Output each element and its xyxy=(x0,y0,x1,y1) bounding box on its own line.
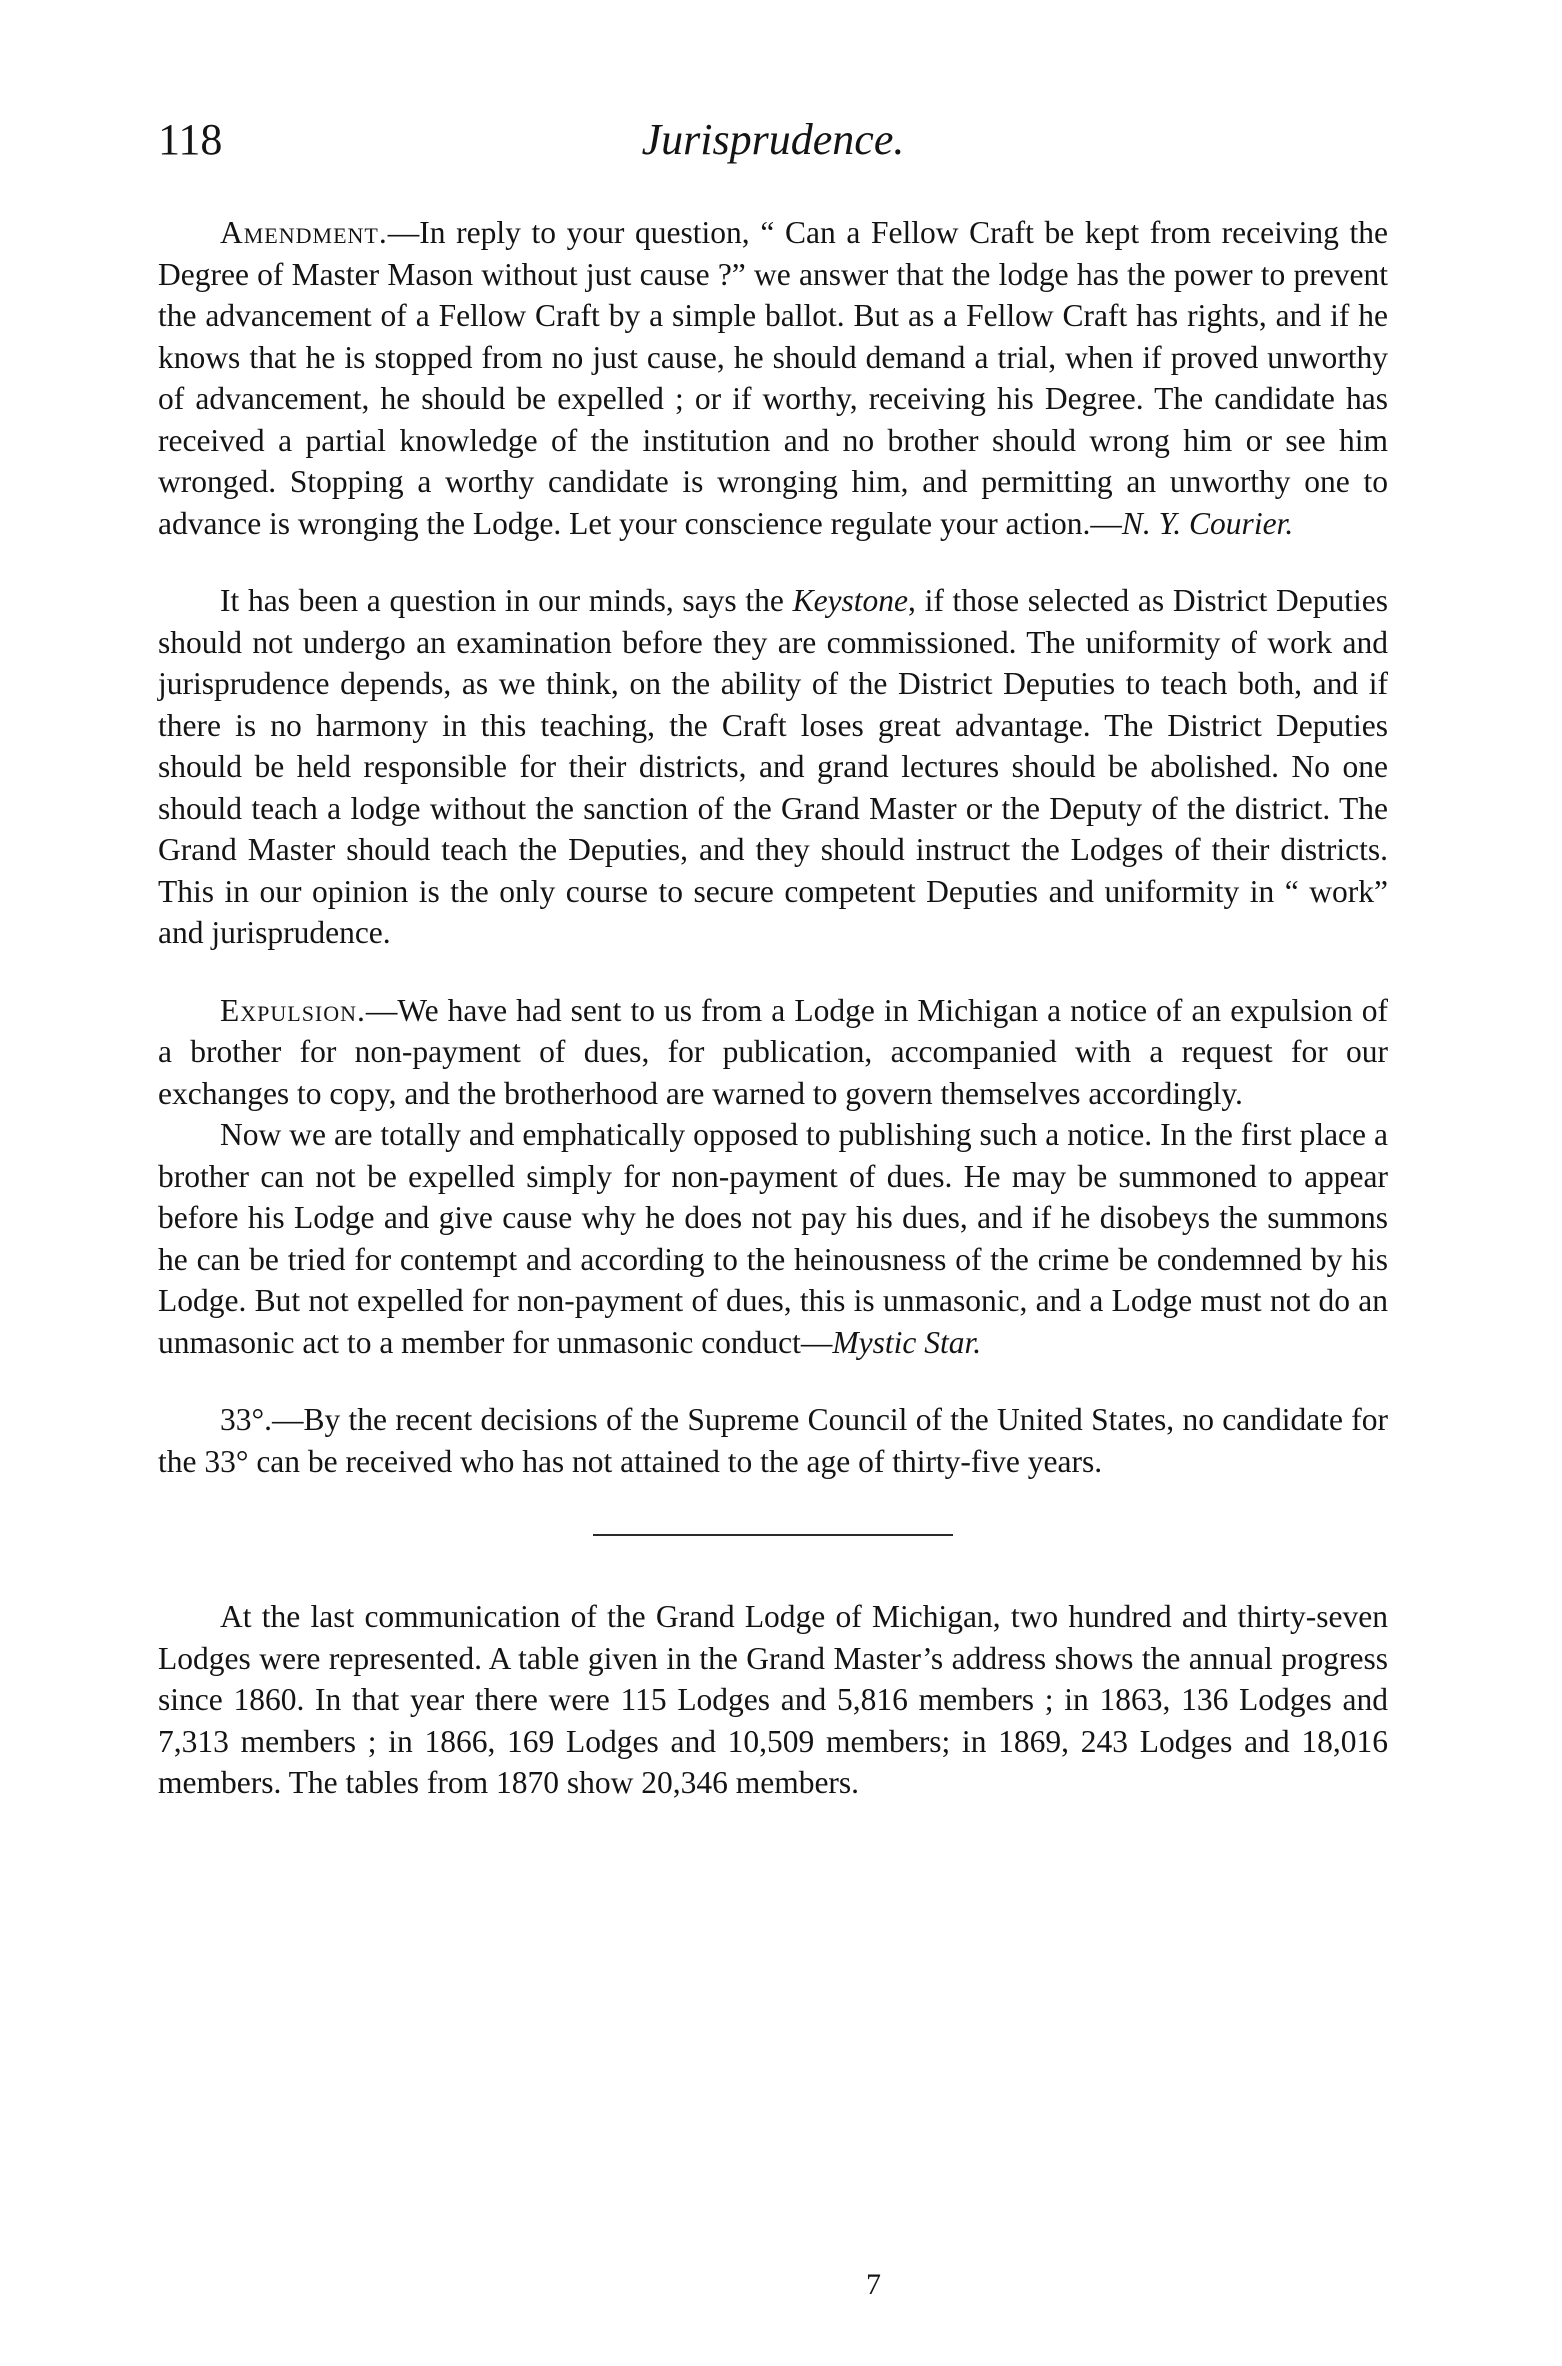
page-header xyxy=(158,114,1388,174)
degree-33-heading: 33°. xyxy=(220,1402,272,1437)
expulsion-source: Mystic Star. xyxy=(832,1324,982,1360)
paragraph-expulsion-continued xyxy=(158,1114,1388,1363)
page-number: 118 xyxy=(158,115,223,164)
expulsion-text: —We have had sent to us from a Lodge in Michigan a notice of an expulsion of a brother for non-payment of dues, for publication, accompanied with a request for our exchanges to copy, and the brotherhood are warned to govern themselves accordingly. xyxy=(158,992,1388,1111)
expulsion-text-2: Now we are totally and emphatically opposed to publishing such a notice. In the first place a brother can not be expelled simply for non-payment of dues. He may be summoned to appear before his Lodge and give cause why he does not pay his dues, and if he disobeys the summons he can be tried for contempt and according to the heinousness of the crime be condemned by his Lodge. But not expelled for non-payment of dues, this is unmasonic, and a Lodge must not do an unmasonic act to a member for unmasonic conduct— xyxy=(158,1117,1388,1360)
section-gap xyxy=(158,1363,1388,1399)
amendment-text: —In reply to your question, “ Can a Fellow Craft be kept from receiving the Degree of Master Mason without just cause ?” we answer that the lodge has the power to prevent the advancement of a Fellow Craft by a simple ballot. But as a Fellow Craft has rights, and if he knows that he is stopped from no just cause, he should demand a trial, when if proved unworthy of advancement, he should be expelled ; or if worthy, receiving his Degree. The candidate has received a partial knowledge of the institution and no brother should wrong him or see him wronged. Stopping a worthy candidate is wronging him, and permitting an unworthy one to advance is wronging the Lodge. Let your conscience regulate your action.— xyxy=(158,215,1388,541)
paragraph-33-degree xyxy=(158,1399,1388,1482)
amendment-heading: Amendment. xyxy=(220,215,388,250)
paragraph-deputies xyxy=(158,580,1388,954)
paragraph-expulsion xyxy=(158,990,1388,1115)
expulsion-heading: Expulsion. xyxy=(220,992,366,1028)
keystone-source: Keystone xyxy=(792,583,909,618)
degree-33-text: —By the recent decisions of the Supreme Council of the United States, no candidate for the 33° can be received who has not attained to the age of thirty-five years. xyxy=(158,1402,1388,1479)
paragraph-amendment xyxy=(158,212,1388,544)
michigan-text: At the last communication of the Grand Lodge of Michigan, two hundred and thirty-seven Lodges were represented. A table given in the Grand Master’s address shows the annual progress since 1860. In that year there were 115 Lodges and 5,816 members ; in 1863, 136 Lodges and 7,313 members ; in 1866, 169 Lodges and 10,509 members; in 1869, 243 Lodges and 18,016 members. The tables from 1870 show 20,346 members. xyxy=(158,1599,1388,1800)
signature-mark: 7 xyxy=(866,2268,881,2301)
running-head: Jurisprudence. xyxy=(641,115,905,164)
deputies-text-1: It has been a question in our minds, says the xyxy=(220,583,793,618)
section-gap xyxy=(158,544,1388,580)
page-body xyxy=(158,212,1388,1804)
paragraph-michigan xyxy=(158,1596,1388,1804)
section-gap xyxy=(158,954,1388,990)
section-divider xyxy=(593,1534,953,1536)
deputies-text-2: , if those selected as District Deputies should not undergo an examination before they are commissioned. The uniformity of work and jurisprudence depends, as we think, on the ability of the District Deputies to teach both, and if there is no harmony in this teaching, the Craft loses great advantage. The District Deputies should be held responsible for their districts, and grand lectures should be abolished. No one should teach a lodge without the sanction of the Grand Master or the Deputy of the district. The Grand Master should teach the Deputies, and they should instruct the Lodges of their districts. This in our opinion is the only course to secure competent Deputies and uniformity in “ work” and jurisprudence. xyxy=(158,583,1388,950)
amendment-source: N. Y. Courier. xyxy=(1121,505,1294,541)
